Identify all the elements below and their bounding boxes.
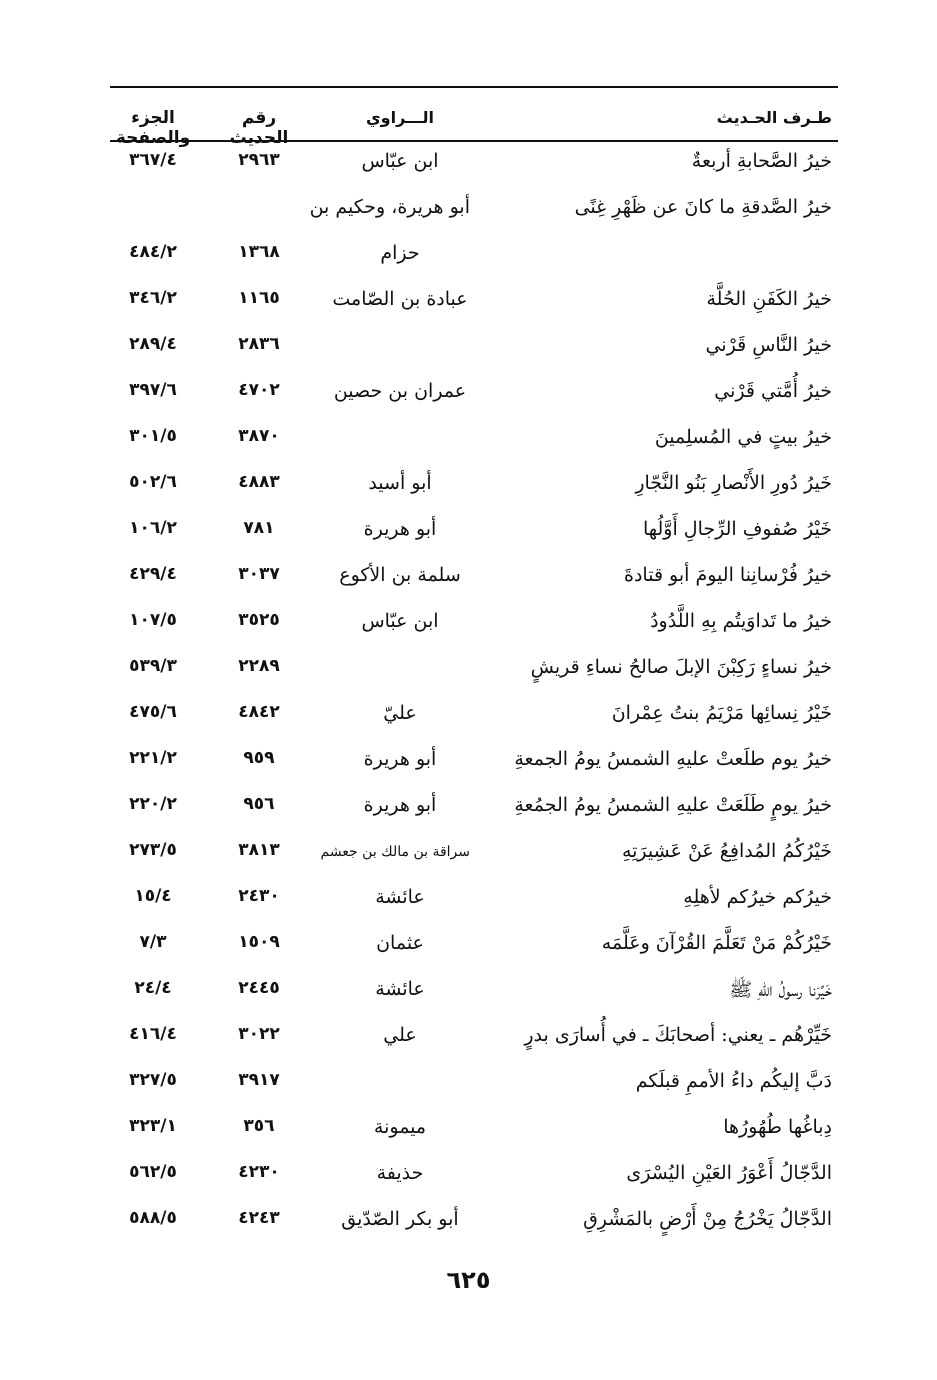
hadith-number: ٩٥٩: [243, 748, 275, 768]
volume-page: ٥٦٢/٥: [129, 1162, 177, 1182]
hadith-number: ٤٢٣٠: [238, 1162, 280, 1182]
page-number: ٦٢٥: [446, 1266, 491, 1294]
volume-page: ٢٢٠/٢: [129, 794, 177, 814]
table-row: [110, 418, 838, 464]
narrator: عائشة: [375, 978, 425, 1000]
hadith-number: ٧٨١: [243, 518, 275, 538]
hadith-number: ٩٥٦: [243, 794, 275, 814]
volume-page: ٣٢٧/٥: [129, 1070, 177, 1090]
table-row: [110, 372, 838, 418]
table-row: [110, 1108, 838, 1154]
hadith-text: خيرُ الكَفَنِ الحُلَّة: [706, 288, 832, 310]
hadith-text: الدَّجّالُ يَخْرُجُ مِنْ أَرْضٍ بالمَشْرِقِ: [583, 1208, 832, 1230]
table-row: [110, 1154, 838, 1200]
hadith-text: خَيْرُكُمُ المُدافِعُ عَنْ عَشِيرَتِهِ: [621, 840, 832, 862]
hadith-text: خيرُ الصَّحابةِ أربعةٌ: [691, 150, 832, 172]
table-row: [110, 234, 838, 280]
hadith-text: خيرُ أُمَّتي قَرْني: [714, 380, 832, 402]
volume-page: ٣٦٧/٤: [129, 150, 177, 170]
hadith-number: ٢٤٣٠: [238, 886, 280, 906]
hadith-text: خيرُ الصَّدقةِ ما كانَ عن ظَهْرِ غِنًى: [574, 196, 832, 218]
hadith-number: ٢٨٣٦: [238, 334, 280, 354]
header-hadith: طـرف الحـديث: [716, 108, 832, 127]
hadith-text: خيرُ بيتٍ في المُسلِمينَ: [654, 426, 832, 448]
hadith-number: ٢٤٤٥: [238, 978, 280, 998]
table-row: [110, 740, 838, 786]
volume-page: ١٠٧/٥: [129, 610, 177, 630]
hadith-number: ٤٨٤٢: [238, 702, 280, 722]
table-row: [110, 556, 838, 602]
hadith-number: ١٥٠٩: [238, 932, 280, 952]
volume-page: ١٥/٤: [134, 886, 172, 906]
narrator: أبو هريرة: [363, 748, 437, 770]
hadith-number: ٢٢٨٩: [238, 656, 280, 676]
narrator: عبادة بن الصّامت: [332, 288, 468, 310]
hadith-text: خَيْرُكُمْ مَنْ تَعَلَّمَ القُرْآنَ وعَلَّمَه: [601, 932, 832, 954]
volume-page: ٢٤/٤: [134, 978, 172, 998]
narrator: أبو بكر الصّدّيق: [341, 1208, 459, 1230]
hadith-text: دَبَّ إليكُم داءُ الأممِ قبلَكم: [635, 1070, 832, 1092]
narrator: عثمان: [376, 932, 424, 954]
narrator: سلمة بن الأكوع: [339, 564, 461, 586]
table-header: [110, 88, 838, 148]
table-row: [110, 694, 838, 740]
hadith-text: خَيرُ دُورِ الأَنْصارِ بَنُو النَّجّارِ: [635, 472, 832, 494]
narrator: حزام: [380, 242, 420, 264]
hadith-text: خَيِّرَنا رسولُ اللهِ ﷺ: [729, 979, 832, 1001]
table-row: [110, 464, 838, 510]
hadith-text: خيرُ ما تَداوَيتُم بِهِ اللَّدُودُ: [650, 610, 832, 632]
volume-page: ٢٨٩/٤: [129, 334, 177, 354]
volume-page: ٣٢٣/١: [129, 1116, 177, 1136]
hadith-index-table: [110, 142, 838, 1246]
volume-page: ٥٠٢/٦: [129, 472, 177, 492]
narrator: عليّ: [383, 702, 417, 724]
table-row: [110, 1016, 838, 1062]
table-row: [110, 1062, 838, 1108]
hadith-number: ٤٧٠٢: [238, 380, 280, 400]
hadith-number: ٤٨٨٣: [238, 472, 280, 492]
table-row: [110, 602, 838, 648]
hadith-text: خيرُكم خيرُكم لأهلِهِ: [683, 886, 832, 908]
volume-page: ٤٢٩/٤: [129, 564, 177, 584]
table-row: [110, 924, 838, 970]
hadith-number: ٣٥٦: [243, 1116, 275, 1136]
hadith-text: خيرُ النَّاسِ قَرْني: [705, 334, 832, 356]
table-row: [110, 878, 838, 924]
volume-page: ٣٩٧/٦: [129, 380, 177, 400]
volume-page: ٥٣٩/٣: [129, 656, 177, 676]
hadith-text: خيرُ فُرْسانِنا اليومَ أبو قتادةَ: [624, 564, 832, 586]
hadith-number: ٢٩٦٣: [238, 150, 280, 170]
hadith-text: خَيِّرْهُم ـ يعني: أصحابَكَ ـ في أُسارَى بدرٍ: [524, 1024, 832, 1046]
volume-page: ٣٤٦/٢: [129, 288, 177, 308]
narrator: أبو هريرة: [363, 794, 437, 816]
narrator: أبو أسيد: [368, 472, 432, 494]
hadith-number: ٣٨٧٠: [238, 426, 280, 446]
volume-page: ١٠٦/٢: [129, 518, 177, 538]
hadith-number: ٣٩١٧: [238, 1070, 280, 1090]
table-row: [110, 1200, 838, 1246]
narrator: عائشة: [375, 886, 425, 908]
narrator: ابن عبّاس: [361, 610, 439, 632]
hadith-text: خَيْرُ نِسائِها مَرْيَمُ بنتُ عِمْرانَ: [611, 702, 832, 724]
volume-page: ٥٨٨/٥: [129, 1208, 177, 1228]
header-number: رقم الحديث: [229, 108, 289, 148]
hadith-number: ١١٦٥: [238, 288, 280, 308]
narrator: حذيفة: [376, 1162, 424, 1184]
hadith-number: ٣٠٣٧: [238, 564, 280, 584]
table-row: [110, 188, 838, 234]
table-row: [110, 142, 838, 188]
hadith-number: ٣٥٢٥: [238, 610, 280, 630]
narrator: أبو هريرة، وحكيم بن: [309, 196, 470, 218]
hadith-text: خيرُ نساءٍ رَكِبْنَ الإبلَ صالحُ نساءِ قريشٍ: [530, 656, 832, 678]
index-page: [110, 86, 838, 1246]
volume-page: ٢٢١/٢: [129, 748, 177, 768]
table-row: [110, 970, 838, 1016]
table-row: [110, 280, 838, 326]
hadith-text: خيرُ يوم طلَعتْ عليهِ الشمسُ يومُ الجمعةِ: [514, 748, 832, 770]
narrator: علي: [383, 1024, 417, 1046]
hadith-number: ١٣٦٨: [238, 242, 280, 262]
volume-page: ٤٨٤/٢: [129, 242, 177, 262]
volume-page: ٧/٣: [139, 932, 167, 952]
volume-page: ٤٧٥/٦: [129, 702, 177, 722]
hadith-text: دِباغُها طُهُورُها: [723, 1116, 832, 1138]
table-row: [110, 832, 838, 878]
hadith-text: خيرُ يومٍ طَلَعَتْ عليهِ الشمسُ يومُ الجمُعةِ: [514, 794, 832, 816]
narrator: ميمونة: [373, 1116, 427, 1138]
narrator: عمران بن حصين: [333, 380, 467, 402]
hadith-text: خَيْرُ صُفوفِ الرِّجالِ أَوَّلُها: [642, 518, 832, 540]
hadith-number: ٣٠٢٢: [238, 1024, 280, 1044]
volume-page: ٢٧٣/٥: [129, 840, 177, 860]
hadith-number: ٤٢٤٣: [238, 1208, 280, 1228]
volume-page: ٤١٦/٤: [129, 1024, 177, 1044]
header-narrator: الـــراوي: [366, 108, 434, 127]
table-row: [110, 786, 838, 832]
table-row: [110, 510, 838, 556]
table-row: [110, 326, 838, 372]
volume-page: ٣٠١/٥: [129, 426, 177, 446]
hadith-text: الدَّجّالُ أَعْوَرُ العَيْنِ اليُسْرَى: [626, 1162, 832, 1184]
table-row: [110, 648, 838, 694]
narrator: سراقة بن مالك بن جعشم: [320, 844, 470, 860]
header-volume: الجزء والصفحة: [115, 108, 191, 148]
hadith-number: ٣٨١٣: [238, 840, 280, 860]
narrator: أبو هريرة: [363, 518, 437, 540]
narrator: ابن عبّاس: [361, 150, 439, 172]
